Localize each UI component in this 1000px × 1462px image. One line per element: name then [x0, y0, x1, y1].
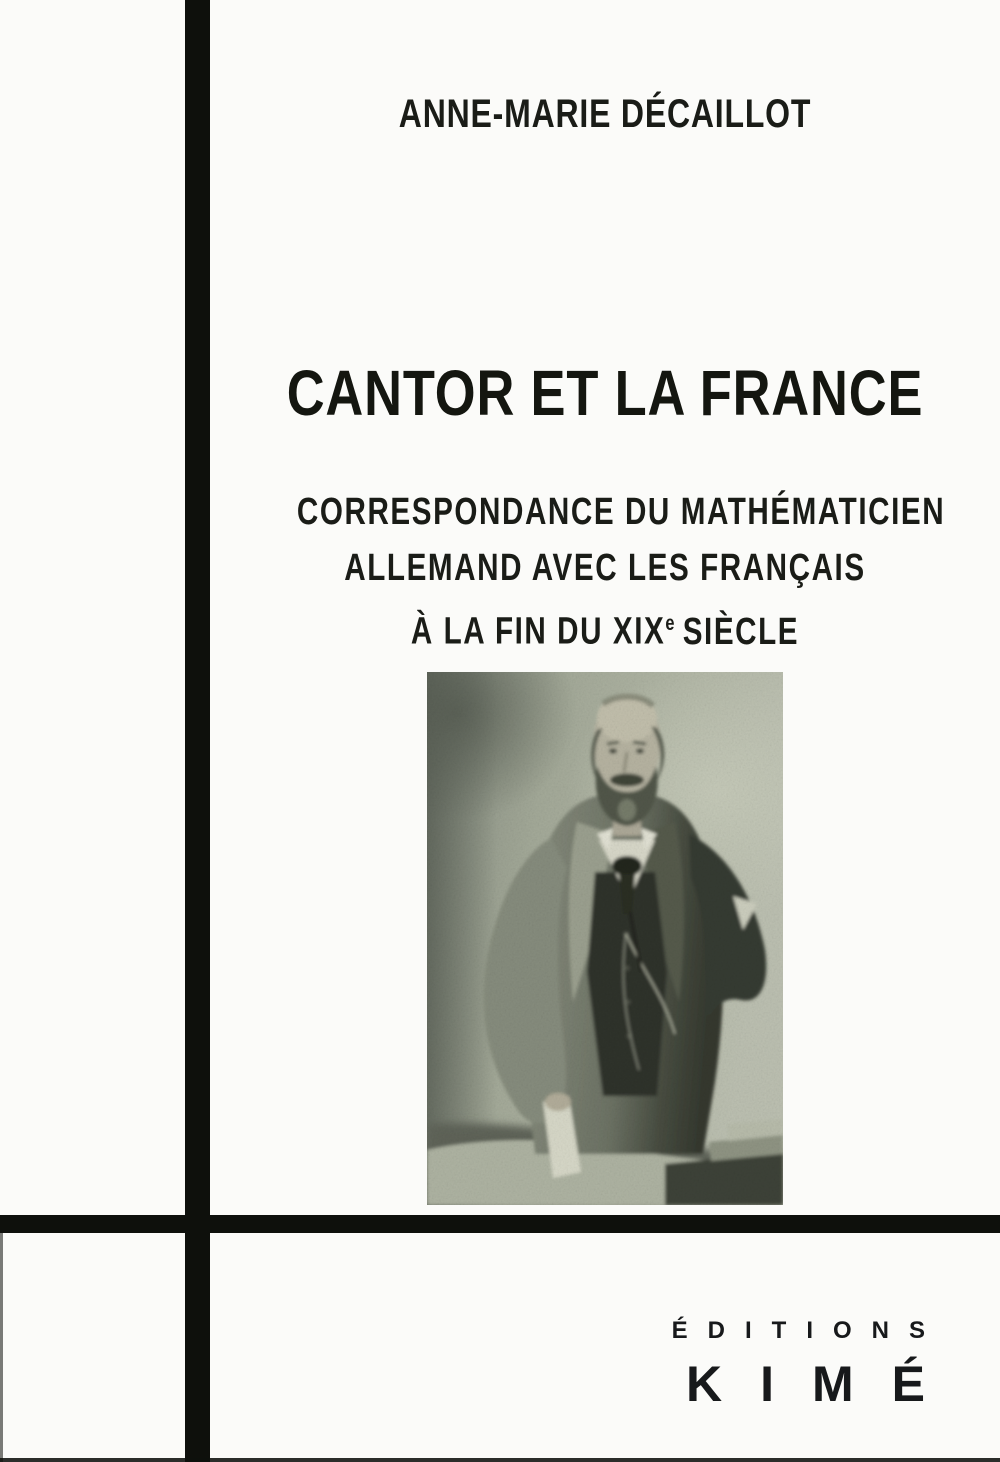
subtitle-line-3-text: À LA FIN DU XIX [410, 610, 666, 653]
subtitle-century-superscript: e [665, 612, 675, 635]
subtitle-line-3 [297, 596, 913, 660]
vertical-rule [185, 0, 210, 1462]
subtitle-line-3-end: SIÈCLE [682, 610, 800, 653]
publisher-name: KIMÉ [686, 1356, 963, 1412]
cantor-portrait-photo [427, 672, 783, 1205]
horizontal-rule [0, 1215, 1000, 1233]
bottom-edge-rule [0, 1458, 1000, 1462]
publisher-editions-label: ÉDITIONS [671, 1317, 945, 1344]
subtitle-line-1: CORRESPONDANCE DU MATHÉMATICIEN [296, 491, 946, 533]
book-title: CANTOR ET LA FRANCE [286, 357, 924, 429]
subtitle-line-2: ALLEMAND AVEC LES FRANÇAIS [344, 547, 866, 589]
author-name: ANNE-MARIE DÉCAILLOT [398, 92, 812, 136]
publisher-block [671, 1317, 963, 1412]
left-edge-rule [0, 1230, 3, 1462]
book-subtitle [210, 484, 1000, 660]
